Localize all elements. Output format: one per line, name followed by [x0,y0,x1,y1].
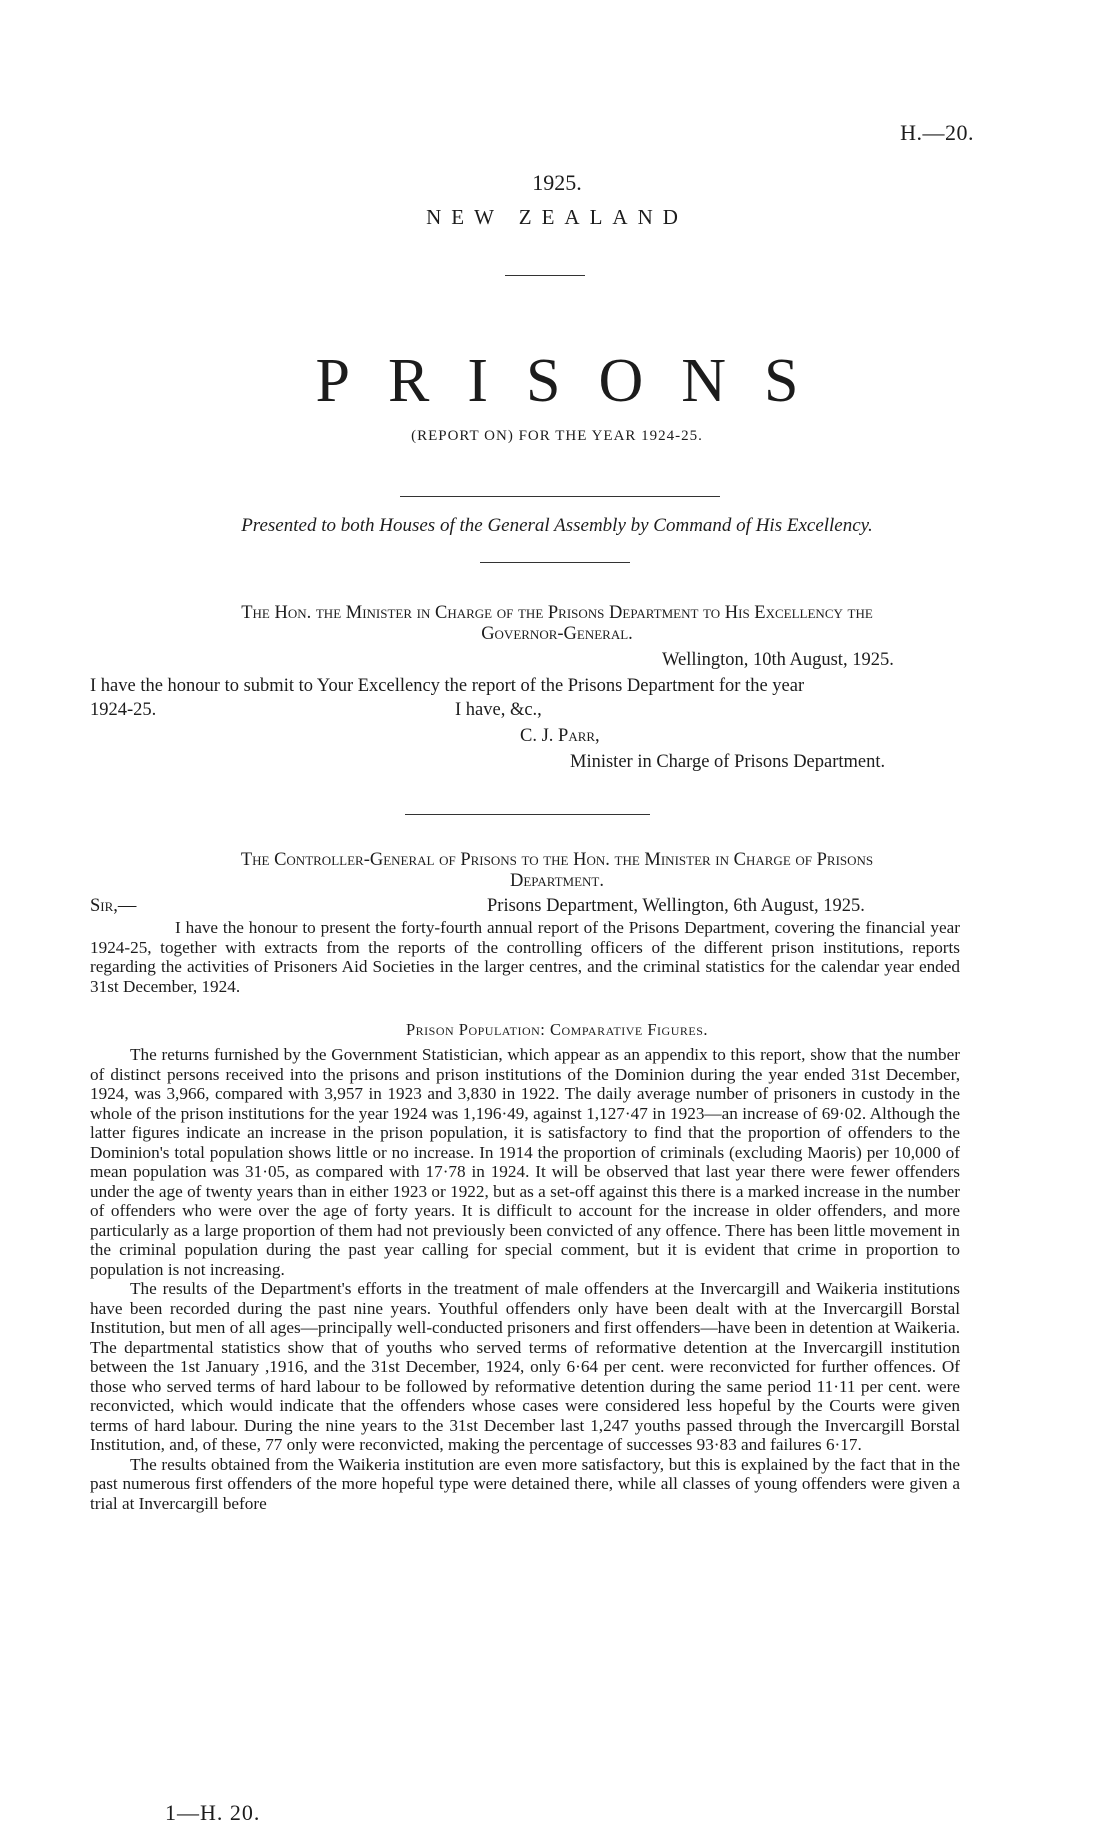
country-heading: NEW ZEALAND [426,205,688,229]
letter1-body-line1 [90,676,960,697]
page-footer: 1—H. 20. [165,1800,261,1825]
divider-title [400,496,720,497]
divider-letters [405,814,650,815]
letter1-closing: I have, &c., [455,700,542,720]
body-paragraph-3: The results obtained from the Waikeria institution are even more satisfactory, but this is explained by the fact that in the past numerous first offenders of the more hopeful type were detained there, while all classes of young offenders were given a trial at Invercargill before [90,1454,960,1513]
letter1-place-date: Wellington, 10th August, 1925. [662,650,894,670]
letter2-intro [90,918,960,996]
section-heading: Prison Population: Comparative Figures. [405,1020,709,1039]
letter2-place-date: Prisons Department, Wellington, 6th August, 1925. [487,896,865,916]
body-paragraph-2: The results of the Department's efforts in the treatment of male offenders at the Invercargill and Waikeria institutions have been recorded during the past nine years. Youthful offenders only have been dealt with at the Invercargill Borstal Institution, but men of all ages—principally well-conducted prisoners and first offenders—have been in detention at Waikeria. The departmental statistics show that of youths who served terms of reformative detention at the Invercargill institution between the 1st January ,1916, and the 31st December, 1924, only 6·64 per cent. were reconvicted for further offences. Of those who served terms of hard labour to be followed by reformative detention during the same period 11·11 per cent. were reconvicted, which would indicate that the offenders whose cases were considered less hopeful by the Courts were given terms of hard labour. During the nine years to the 31st December last 1,247 youths passed through the Invercargill Borstal Institution, and, of these, 77 only were reconvicted, making the percentage of successes 93·83 and failures 6·17. [90,1279,960,1454]
letter1-body-text: I have the honour to submit to Your Excellency the report of the Prisons Department for the year [90,676,805,696]
letter1-address-text: The Hon. the Minister in Charge of the Prisons Department to His Excellency the [241,603,873,623]
intro-paragraph: I have the honour to present the forty-fourth annual report of the Prisons Department, covering the financial year 1924-25, together with extracts from the reports of the controlling officers of the different prison institutions, reports regarding the activities of Prisoners Aid Societies in the larger centres, and the criminal statistics for the calendar year ended 31st December, 1924. [90,918,960,996]
document-year: 1925. [532,170,582,195]
letter1-body-line2: 1924-25. [90,700,157,720]
letter2-salutation: Sir,— [90,896,137,916]
body-paragraph-1: The returns furnished by the Government Statistician, which appear as an appendix to this report, show that the number of distinct persons received into the prisons and prison institutions of the Dominion during the year ended 31st December, 1924, was 3,966, compared with 3,957 in 1923 and 3,830 in 1922. The daily average number of prisoners in custody in the whole of the prison institutions for the year 1924 was 1,196·49, against 1,127·47 in 1923—an increase of 69·02. Although the latter figures indicate an increase in the prison population, it is satisfactory to find that the proportion of offenders to the Dominion's total population shows little or no increase. In 1914 the proportion of criminals (excluding Maoris) per 10,000 of mean population was 31·05, as compared with 17·78 in 1924. It will be observed that last year there were fewer offenders under the age of twenty years than in either 1923 or 1922, but as a set-off against this there is a marked increase in the number of offenders who were over the age of forty years. It is difficult to account for the increase in older offenders, and more particularly as a large proportion of them had not previously been convicted of any offence. There has been little movement in the criminal population during the past year calling for special comment, but it is evident that crime in proportion to population is not increasing. [90,1045,960,1279]
document-code: H.—20. [900,120,974,145]
letter1-address-line2: Governor-General. [481,624,633,644]
letter2-address-line2: Department. [509,871,604,891]
divider-presented [480,562,630,563]
letter1-signature: C. J. Parr, [520,726,600,746]
letter1-address-line1 [0,603,1114,624]
letter2-address-line1: The Controller-General of Prisons to the Hon. the Minister in Charge of Prisons [240,850,874,870]
section-body [90,1045,960,1513]
report-subtitle: (REPORT ON) FOR THE YEAR 1924-25. [411,428,703,444]
report-title: PRISONS [315,347,837,415]
divider-short [505,275,585,276]
presented-line: Presented to both Houses of the General Assembly by Command of His Excellency. [241,515,873,536]
letter1-signatory-title: Minister in Charge of Prisons Department. [570,752,886,772]
